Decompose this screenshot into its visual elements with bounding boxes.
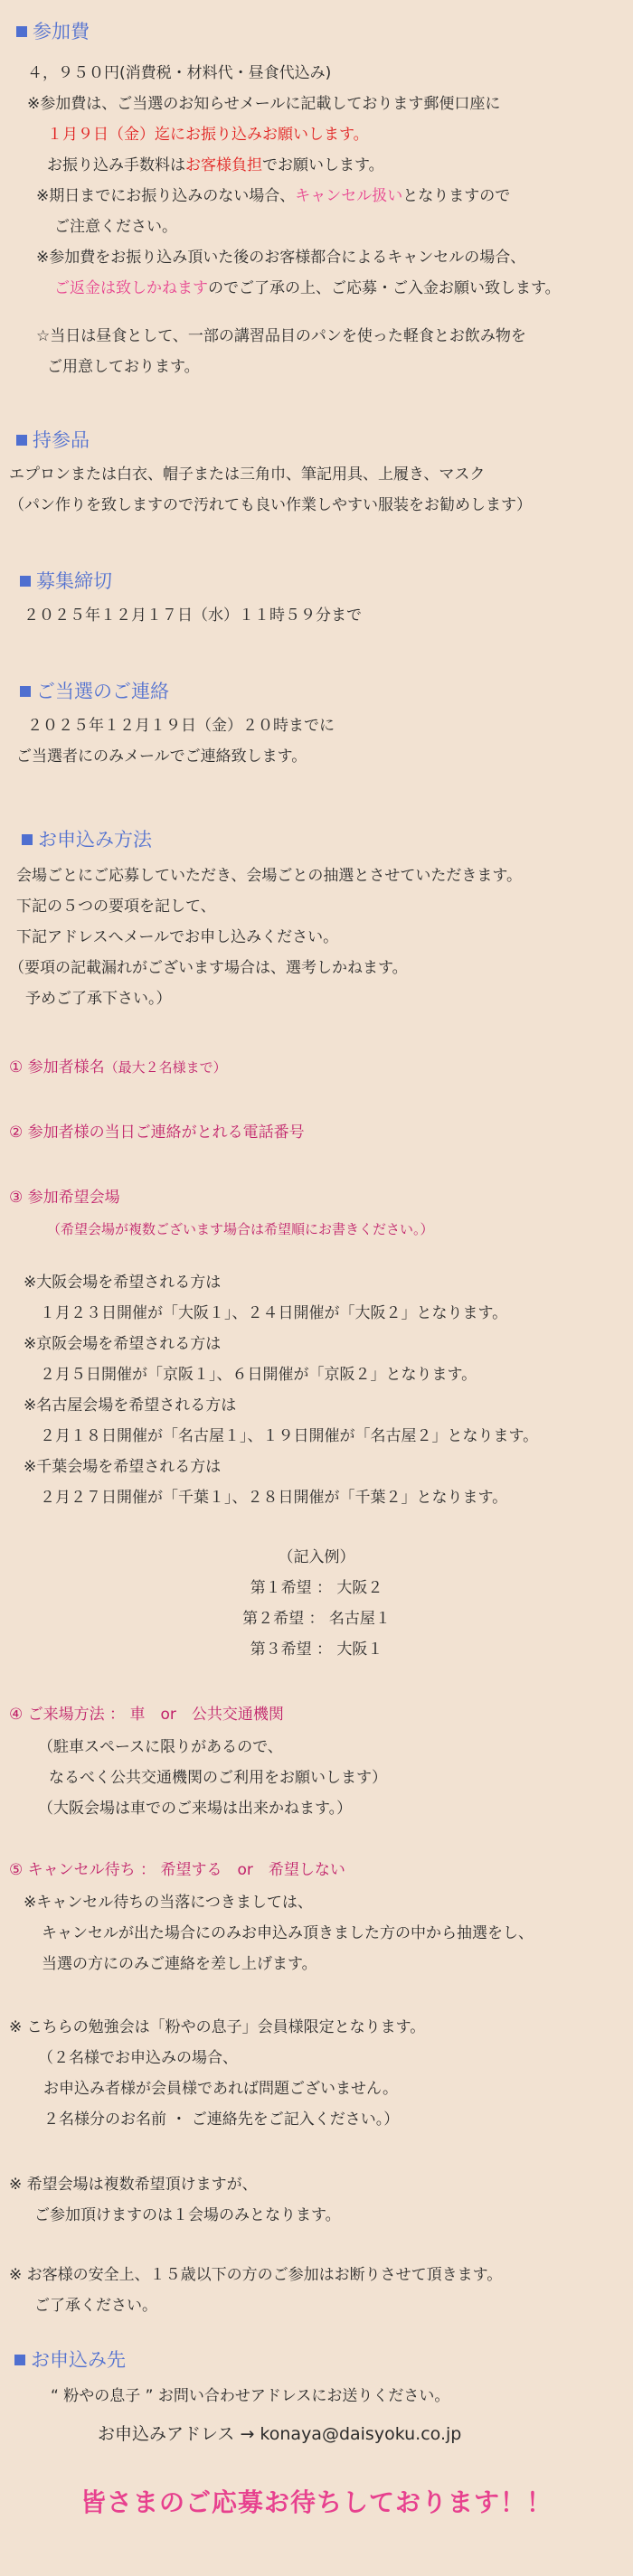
fee-note: １月９日（金）迄にお振り込みお願いします。 [47,126,369,144]
square-bullet-icon [20,686,31,697]
example-line: 第１希望 ： 大阪２ [250,1579,383,1597]
venue-note: ※京阪会場を希望される方は [24,1335,222,1353]
apply-text: 下記アドレスへメールでお申し込みください。 [16,928,339,946]
items-text: エプロンまたは白衣、帽子または三角巾、筆記用具、上履き、マスク [9,465,486,484]
fee-note: ご用意しております。 [47,358,200,376]
venue-note: １月２３日開催が「大阪１」、２４日開催が「大阪２」となります。 [40,1304,508,1322]
age-note: ※ お客様の安全上、１５歳以下の方のご参加はお断りさせて頂きます。 [9,2266,503,2284]
apply-text: 会場ごとにご応募していただき、会場ごとの抽選とさせていただきます。 [16,867,522,885]
square-bullet-icon [20,576,31,587]
apply-text: 予めご了承下さい。） [25,990,172,1008]
example-line: 第２希望 ： 名古屋１ [242,1610,391,1628]
square-bullet-icon [16,26,27,37]
requirement-5: ⑤ キャンセル待ち ： 希望する or 希望しない [9,1861,345,1879]
square-bullet-icon [22,834,33,845]
requirement-4-note: （駐車スペースに限りがあるので、 [38,1738,283,1756]
notify-text: ２０２５年１２月１９日（金）２０時までに [27,717,335,735]
venue-note: ※名古屋会場を希望される方は [24,1396,237,1415]
example-title: （記入例） [278,1548,355,1566]
fee-note: ※参加費は、ご当選のお知らせメールに記載しております郵便口座に [27,95,501,113]
notify-text: ご当選者にのみメールでご連絡致します。 [16,747,307,766]
items-heading: 持参品 [16,425,90,456]
requirement-3: ③ 参加希望会場 [9,1189,120,1207]
items-text: （パン作りを致しますので汚れても良い作業しやすい服装をお勧めします） [9,496,532,514]
fee-heading: 参加費 [16,16,90,47]
multi-venue-note: ご参加頂けますのは１会場のみとなります。 [34,2206,341,2224]
requirement-5-note: ※キャンセル待ちの当落につきましては、 [24,1894,313,1912]
requirement-1: ① 参加者様名（最大２名様まで） [9,1058,227,1076]
fee-price: ４，９５０円(消費税・材料代・昼食代込み) [27,64,332,82]
fee-note: ご注意ください。 [54,218,177,236]
example-line: 第３希望 ： 大阪１ [250,1641,383,1659]
notify-heading: ご当選のご連絡 [20,676,169,707]
multi-venue-note: ※ 希望会場は複数希望頂けますが、 [9,2176,258,2194]
deadline-text: ２０２５年１２月１７日（水）１１時５９分まで [24,606,362,625]
venue-note: ※大阪会場を希望される方は [24,1274,222,1292]
apply-text: （要項の記載漏れがございます場合は、選考しかねます。 [9,959,408,977]
member-note: （２名様でお申込みの場合、 [38,2049,238,2067]
requirement-4-note: （大阪会場は車でのご来場は出来かねます。） [38,1800,353,1818]
requirement-4: ④ ご来場方法 ： 車 or 公共交通機関 [9,1706,284,1724]
venue-note: ２月１８日開催が「名古屋１」、１９日開催が「名古屋２」となります。 [40,1427,539,1445]
deadline-heading: 募集締切 [20,566,112,597]
member-note: ２名様分のお名前 ・ ご連絡先をご記入ください。） [43,2111,400,2129]
requirement-2: ② 参加者様の当日ご連絡がとれる電話番号 [9,1123,305,1142]
fee-note: ご返金は致しかねますのでご了承の上、ご応募・ご入金お願い致します。 [54,279,561,297]
age-note: ご了承ください。 [34,2297,157,2315]
venue-note: ※千葉会場を希望される方は [24,1458,222,1476]
fee-note: お振り込み手数料はお客様負担でお願いします。 [47,156,384,174]
contact-text: “ 粉やの息子 ” お問い合わせアドレスにお送りください。 [51,2387,450,2405]
contact-heading: お申込み先 [14,2345,126,2375]
square-bullet-icon [14,2355,25,2365]
requirement-5-note: キャンセルが出た場合にのみお申込み頂きました方の中から抽選をし、 [42,1924,534,1942]
member-note: ※ こちらの勉強会は「粉やの息子」会員様限定となります。 [9,2018,426,2036]
fee-note: ※期日までにお振り込みのない場合、キャンセル扱いとなりますので [36,187,511,205]
contact-email[interactable]: お申込みアドレス → konaya@daisyoku.co.jp [98,2424,462,2444]
closing-message: 皆さまのご応募お待ちしております！！ [80,2487,553,2517]
requirement-3-note: （希望会場が複数ございます場合は希望順にお書きください。） [47,1221,434,1237]
venue-note: ２月５日開催が「京阪１」、６日開催が「京阪２」となります。 [40,1366,477,1384]
square-bullet-icon [16,435,27,446]
fee-note: ※参加費をお振り込み頂いた後のお客様都合によるキャンセルの場合、 [36,249,526,267]
requirement-5-note: 当選の方にのみご連絡を差し上げます。 [42,1955,317,1973]
apply-text: 下記の５つの要項を記して、 [16,898,216,916]
requirement-4-note: なるべく公共交通機関のご利用をお願いします） [49,1769,387,1787]
member-note: お申込み者様が会員様であれば問題ございません。 [43,2080,399,2098]
venue-note: ２月２７日開催が「千葉１」、２８日開催が「千葉２」となります。 [40,1489,508,1507]
fee-note: ☆当日は昼食として、一部の講習品目のパンを使った軽食とお飲み物を [36,327,526,345]
apply-heading: お申込み方法 [22,824,152,855]
